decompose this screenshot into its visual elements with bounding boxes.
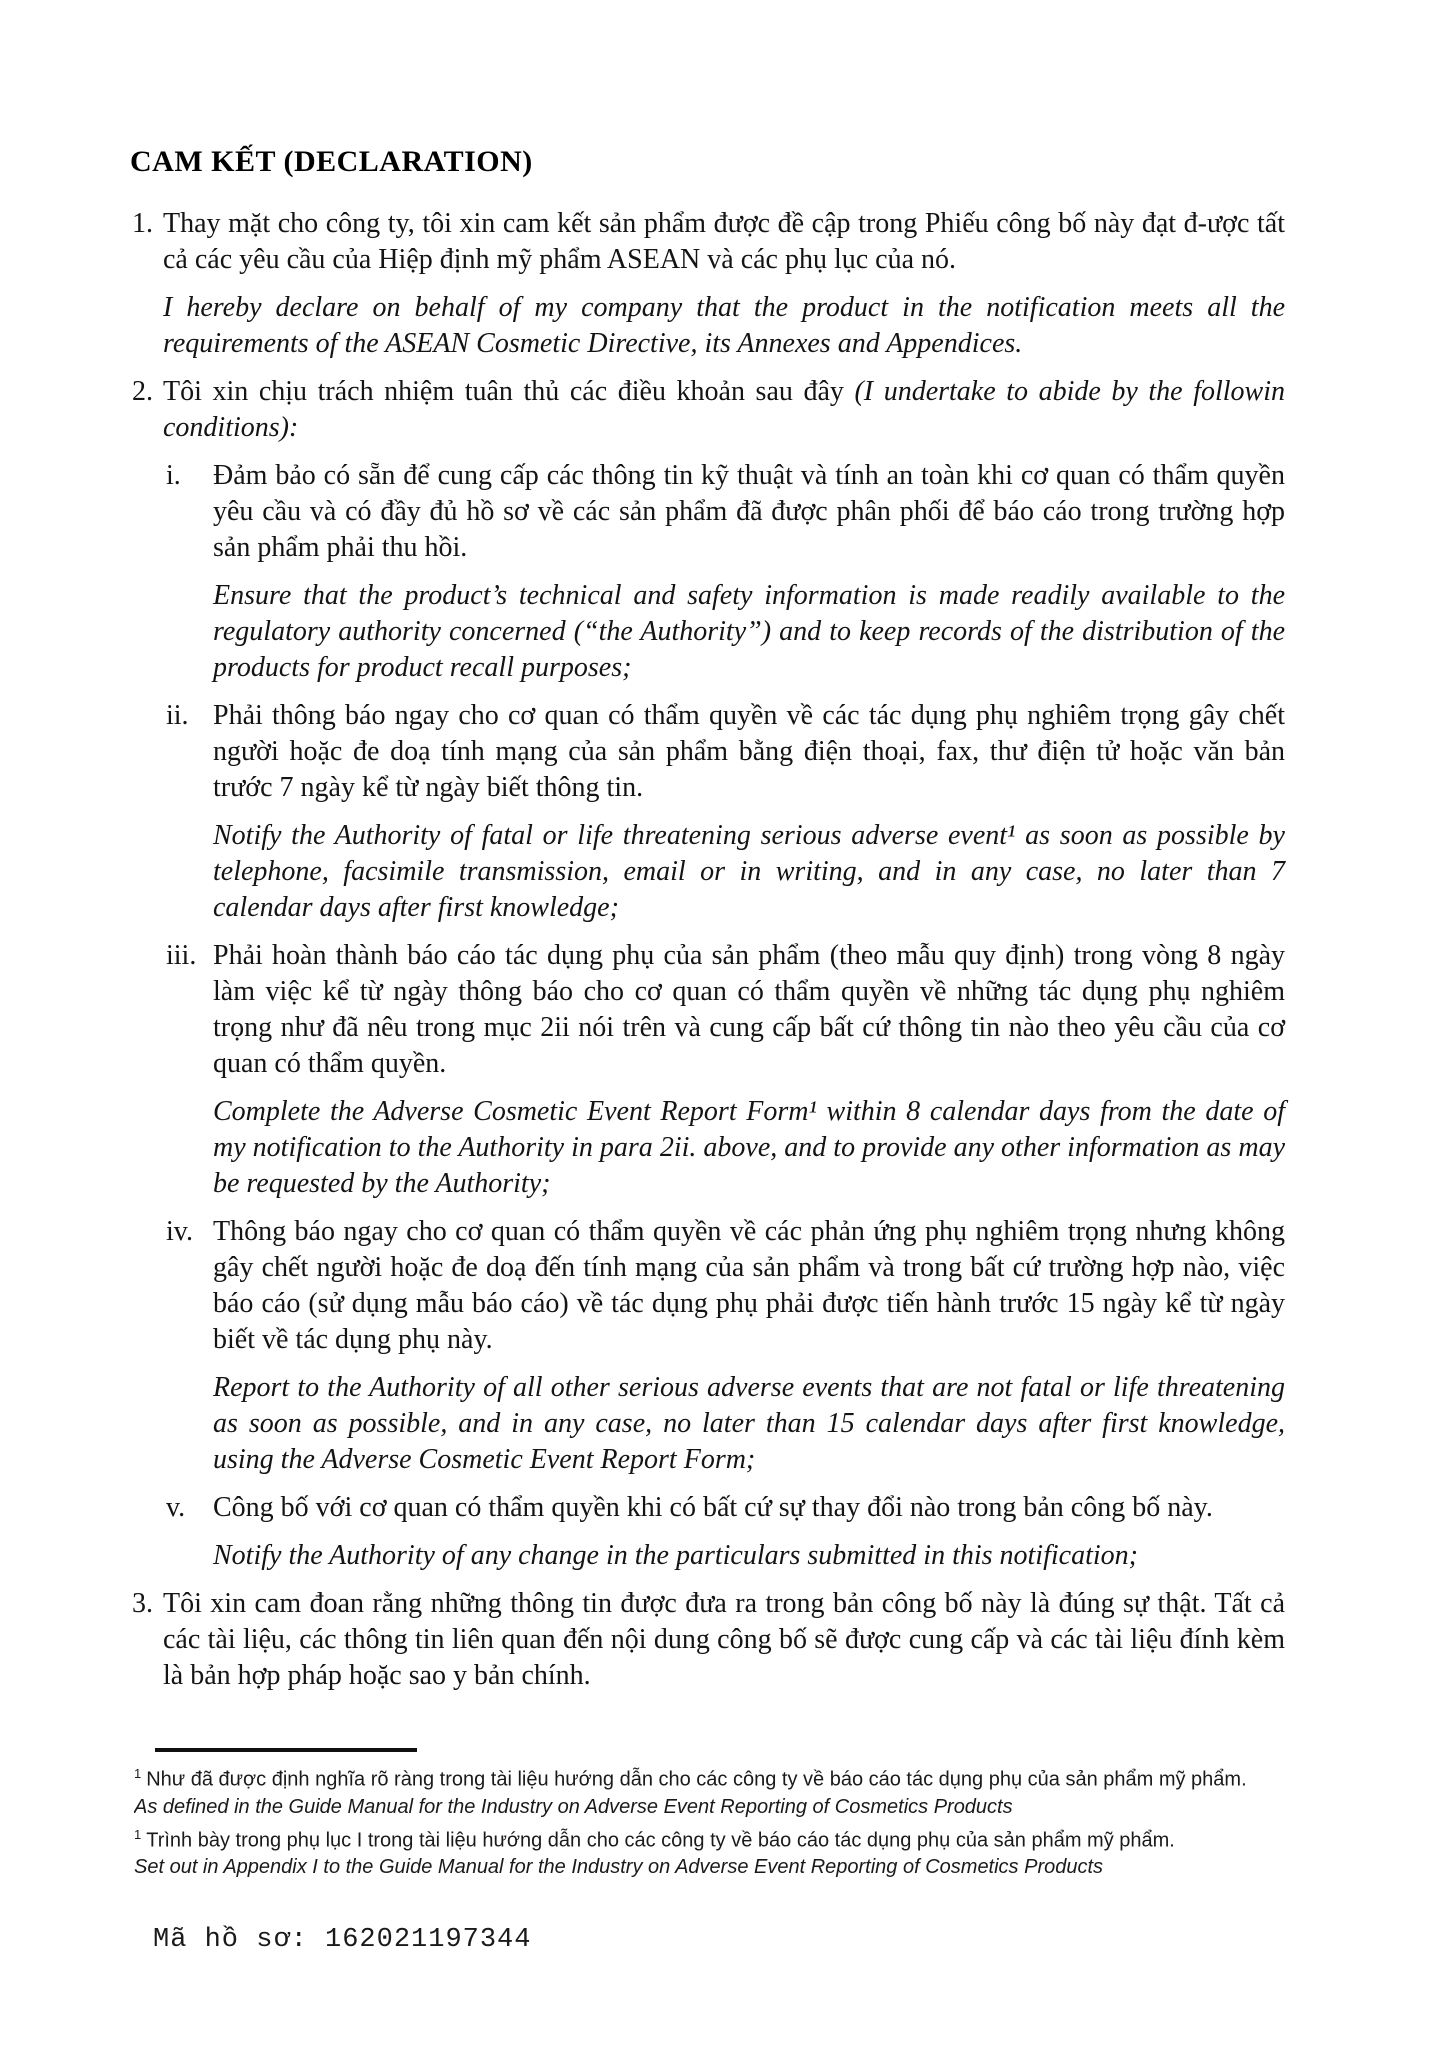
item-2-intro-english: (I undertake to abide by the followin conditions): <box>163 376 1285 443</box>
sub-item-i-vietnamese-text: Đảm bảo có sẵn để cung cấp các thông tin kỹ thuật và tính an toàn khi cơ quan có thẩm quyền yêu cầu và có đầy đủ hồ sơ về các sản phẩm đã được phân phối để báo cáo trong trường hợp sản phẩm phải thu hồi. <box>213 460 1285 563</box>
sub-item-ii-english-text: Notify the Authority of fatal or life threatening serious adverse event¹ as soon as possible by telephone, facsimile transmission, email or in writing, and in any case, no later than 7 calendar days after first knowledge; <box>213 820 1285 923</box>
sub-item-ii <box>163 698 1285 926</box>
item-2 <box>130 374 1285 1574</box>
footnote-1-vietnamese-text: Như đã được định nghĩa rõ ràng trong tài liệu hướng dẫn cho các công ty về báo cáo tác dụng phụ của sản phẩm mỹ phẩm. <box>146 1768 1247 1791</box>
item-1 <box>130 206 1285 362</box>
footnote-separator-line <box>155 1748 417 1752</box>
item-1-number: 1. <box>132 208 153 239</box>
page-title: CAM KẾT (DECLARATION) <box>130 145 533 178</box>
sub-item-v-english-text: Notify the Authority of any change in the particulars submitted in this notification; <box>213 1540 1138 1571</box>
sub-item-iii-numeral: iii. <box>166 940 197 971</box>
footnote-1-marker: 1 <box>134 1766 142 1781</box>
item-1-vietnamese-text: Thay mặt cho công ty, tôi xin cam kết sản phẩm được đề cập trong Phiếu công bố này đạt đ-ược tất cả các yêu cầu của Hiệp định mỹ phẩm ASEAN và các phụ lục của nó. <box>163 208 1285 275</box>
sub-item-iv-numeral: iv. <box>166 1216 193 1247</box>
item-1-english-text: I hereby declare on behalf of my company that the product in the notification meets all the requirements of the ASEAN Cosmetic Directive, its Annexes and Appendices. <box>163 292 1285 359</box>
footnote-2-english: Set out in Appendix I to the Guide Manual for the Industry on Adverse Event Reporting of Cosmetics Products <box>134 1856 1104 1879</box>
item-3-vietnamese-text: Tôi xin cam đoan rằng những thông tin được đưa ra trong bản công bố này là đúng sự thật. Tất cả các tài liệu, các thông tin liên quan đến nội dung công bố sẽ được cung cấp và các tài liệu đính kèm là bản hợp pháp hoặc sao y bản chính. <box>163 1588 1285 1691</box>
sub-item-iii-vietnamese-text: Phải hoàn thành báo cáo tác dụng phụ của sản phẩm (theo mẫu quy định) trong vòng 8 ngày làm việc kể từ ngày thông báo cho cơ quan có thẩm quyền về những tác dụng phụ nghiêm trọng như đã nêu trong mục 2ii nói trên và cung cấp bất cứ thông tin nào theo yêu cầu của cơ quan có thẩm quyền. <box>213 940 1285 1079</box>
footnotes-section <box>134 1748 1285 1881</box>
item-2-number: 2. <box>132 376 153 407</box>
file-code-label: Mã hồ sơ: 162021197344 <box>153 1925 532 1956</box>
sub-item-ii-vietnamese-text: Phải thông báo ngay cho cơ quan có thẩm quyền về các tác dụng phụ nghiêm trọng gây chết người hoặc đe doạ tính mạng của sản phẩm bằng điện thoại, fax, thư điện tử hoặc văn bản trước 7 ngày kể từ ngày biết thông tin. <box>213 700 1285 803</box>
footnote-2-vietnamese <box>134 1821 1285 1855</box>
sub-item-v <box>163 1490 1285 1574</box>
item-3-number: 3. <box>132 1588 153 1619</box>
footnote-2-marker: 1 <box>134 1826 142 1842</box>
footnote-2-vietnamese-text: Trình bày trong phụ lục I trong tài liệu hướng dẫn cho các công ty về báo cáo tác dụng phụ của sản phẩm mỹ phẩm. <box>146 1829 1175 1852</box>
sub-item-iv-english-text: Report to the Authority of all other serious adverse events that are not fatal or life threatening as soon as possible, and in any case, no later than 15 calendar days after first knowledge, using the Adverse Cosmetic Event Report Form; <box>213 1372 1285 1475</box>
sub-item-i-english-text: Ensure that the product’s technical and safety information is made readily available to the regulatory authority concerned (“the Authority”) and to keep records of the distribution of the products for product recall purposes; <box>213 580 1285 683</box>
item-2-intro-vietnamese: Tôi xin chịu trách nhiệm tuân thủ các điều khoản sau đây <box>163 376 855 407</box>
sub-item-v-numeral: v. <box>166 1492 186 1523</box>
item-3 <box>130 1586 1285 1694</box>
footnote-1-vietnamese <box>134 1760 1285 1794</box>
sub-item-iii <box>163 938 1285 1202</box>
sub-item-iii-english-text: Complete the Adverse Cosmetic Event Report Form¹ within 8 calendar days from the date of my notification to the Authority in para 2ii. above, and to provide any other information as may be requested by the Authority; <box>213 1096 1285 1199</box>
item-2-intro <box>163 374 1285 446</box>
sub-item-ii-numeral: ii. <box>166 700 189 731</box>
sub-item-iv <box>163 1214 1285 1478</box>
footnote-1-english: As defined in the Guide Manual for the Industry on Adverse Event Reporting of Cosmetics Products <box>134 1795 1013 1818</box>
sub-item-i <box>163 458 1285 686</box>
sub-item-i-numeral: i. <box>166 460 181 491</box>
sub-item-v-vietnamese-text: Công bố với cơ quan có thẩm quyền khi có bất cứ sự thay đổi nào trong bản công bố này. <box>213 1492 1213 1523</box>
sub-item-iv-vietnamese-text: Thông báo ngay cho cơ quan có thẩm quyền về các phản ứng phụ nghiêm trọng nhưng không gây chết người hoặc đe doạ đến tính mạng của sản phẩm và trong bất cứ trường hợp nào, việc báo cáo (sử dụng mẫu báo cáo) về tác dụng phụ phải được tiến hành trước 15 ngày kể từ ngày biết về tác dụng phụ này. <box>213 1216 1285 1355</box>
